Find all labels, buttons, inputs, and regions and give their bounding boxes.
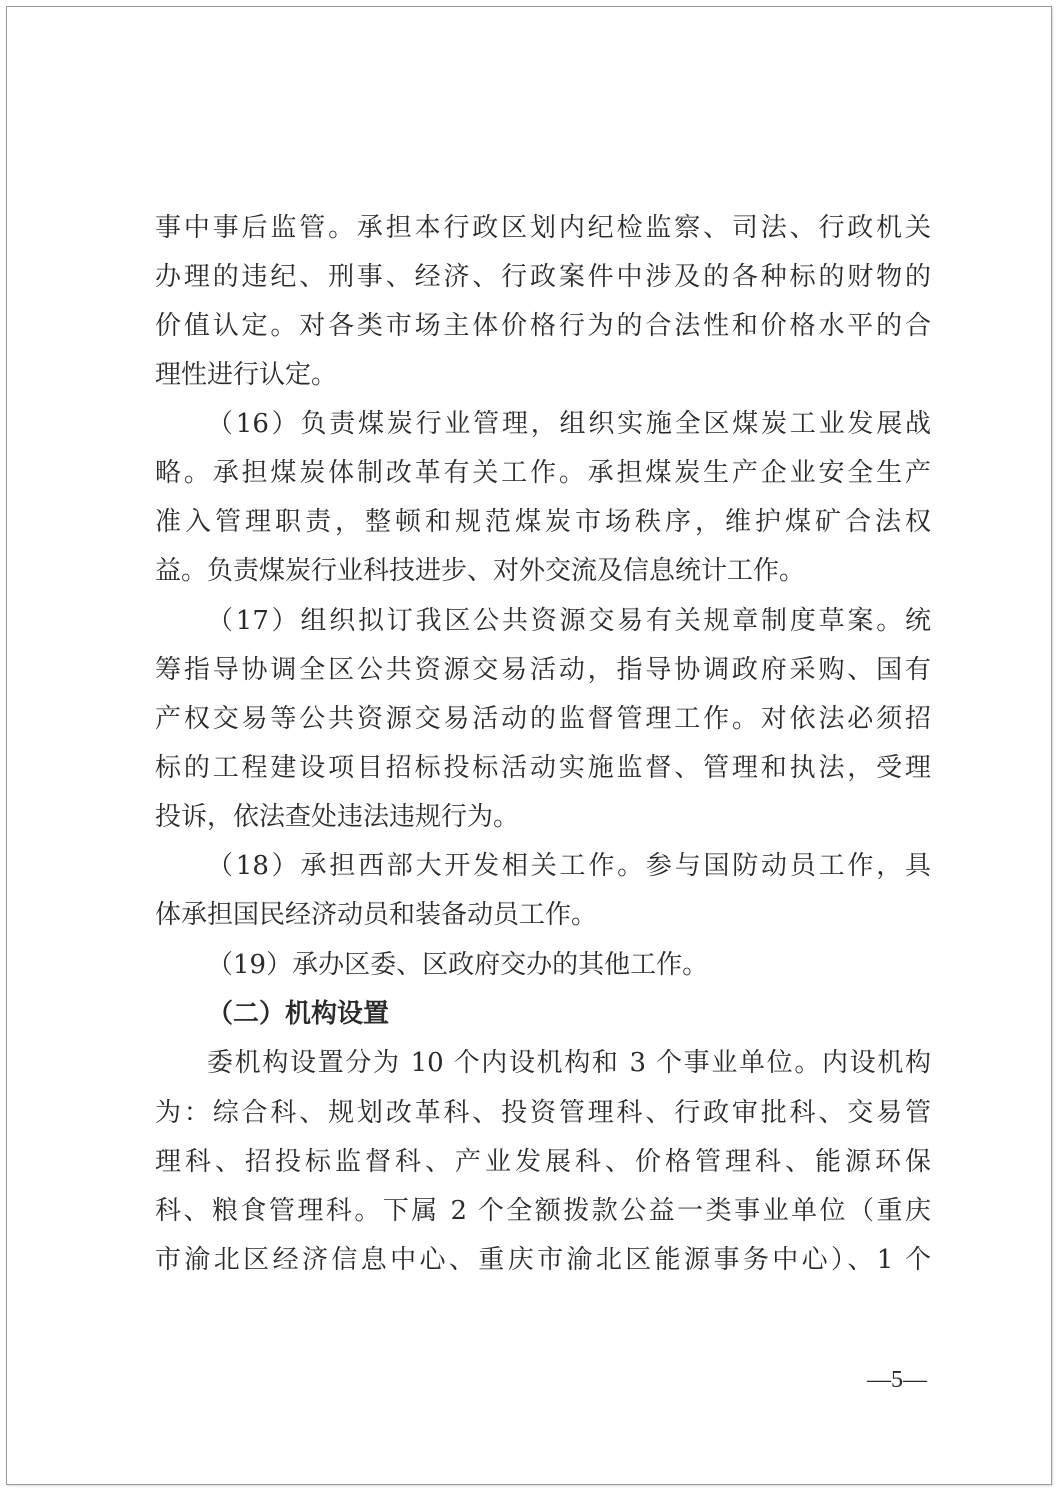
page-number: —5— <box>867 1367 927 1393</box>
text-line-3: 价值认定。对各类市场主体价格行为的合法性和价格水平的合 <box>155 311 931 341</box>
text-line-2: 办理的违纪、刑事、经济、行政案件中涉及的各种标的财物的 <box>155 262 931 292</box>
item-17-line-4: 标的工程建设项目招标投标活动实施监督、管理和执法，受理 <box>155 753 931 783</box>
item-16-line-2: 略。承担煤炭体制改革有关工作。承担煤炭生产企业安全生产 <box>155 458 931 488</box>
structure-line-4: 科、粮食管理科。下属 2 个全额拨款公益一类事业单位（重庆 <box>155 1196 931 1226</box>
item-16-line-3: 准入管理职责，整顿和规范煤炭市场秩序，维护煤矿合法权 <box>155 507 931 537</box>
item-16-line-1: （16）负责煤炭行业管理，组织实施全区煤炭工业发展战 <box>207 409 931 439</box>
item-17-line-1: （17）组织拟订我区公共资源交易有关规章制度草案。统 <box>207 606 931 636</box>
item-16-line-4: 益。负责煤炭行业科技进步、对外交流及信息统计工作。 <box>155 556 806 586</box>
section-heading: （二）机构设置 <box>207 999 390 1029</box>
structure-line-2: 为：综合科、规划改革科、投资管理科、行政审批科、交易管 <box>155 1098 931 1128</box>
structure-line-1: 委机构设置分为 10 个内设机构和 3 个事业单位。内设机构 <box>207 1048 931 1078</box>
document-page <box>6 6 1052 1485</box>
item-17-line-2: 筹指导协调全区公共资源交易活动，指导协调政府采购、国有 <box>155 655 931 685</box>
item-18-line-1: （18）承担西部大开发相关工作。参与国防动员工作，具 <box>207 851 931 881</box>
structure-line-3: 理科、招投标监督科、产业发展科、价格管理科、能源环保 <box>155 1147 931 1177</box>
item-18-line-2: 体承担国民经济动员和装备动员工作。 <box>155 900 598 930</box>
structure-line-5: 市渝北区经济信息中心、重庆市渝北区能源事务中心）、1 个 <box>155 1245 931 1275</box>
item-17-line-3: 产权交易等公共资源交易活动的监督管理工作。对依法必须招 <box>155 704 931 734</box>
text-line-4: 理性进行认定。 <box>155 360 338 390</box>
item-19-line-1: （19）承办区委、区政府交办的其他工作。 <box>207 950 709 980</box>
text-line-1: 事中事后监管。承担本行政区划内纪检监察、司法、行政机关 <box>155 213 931 243</box>
item-17-line-5: 投诉，依法查处违法违规行为。 <box>155 802 520 832</box>
